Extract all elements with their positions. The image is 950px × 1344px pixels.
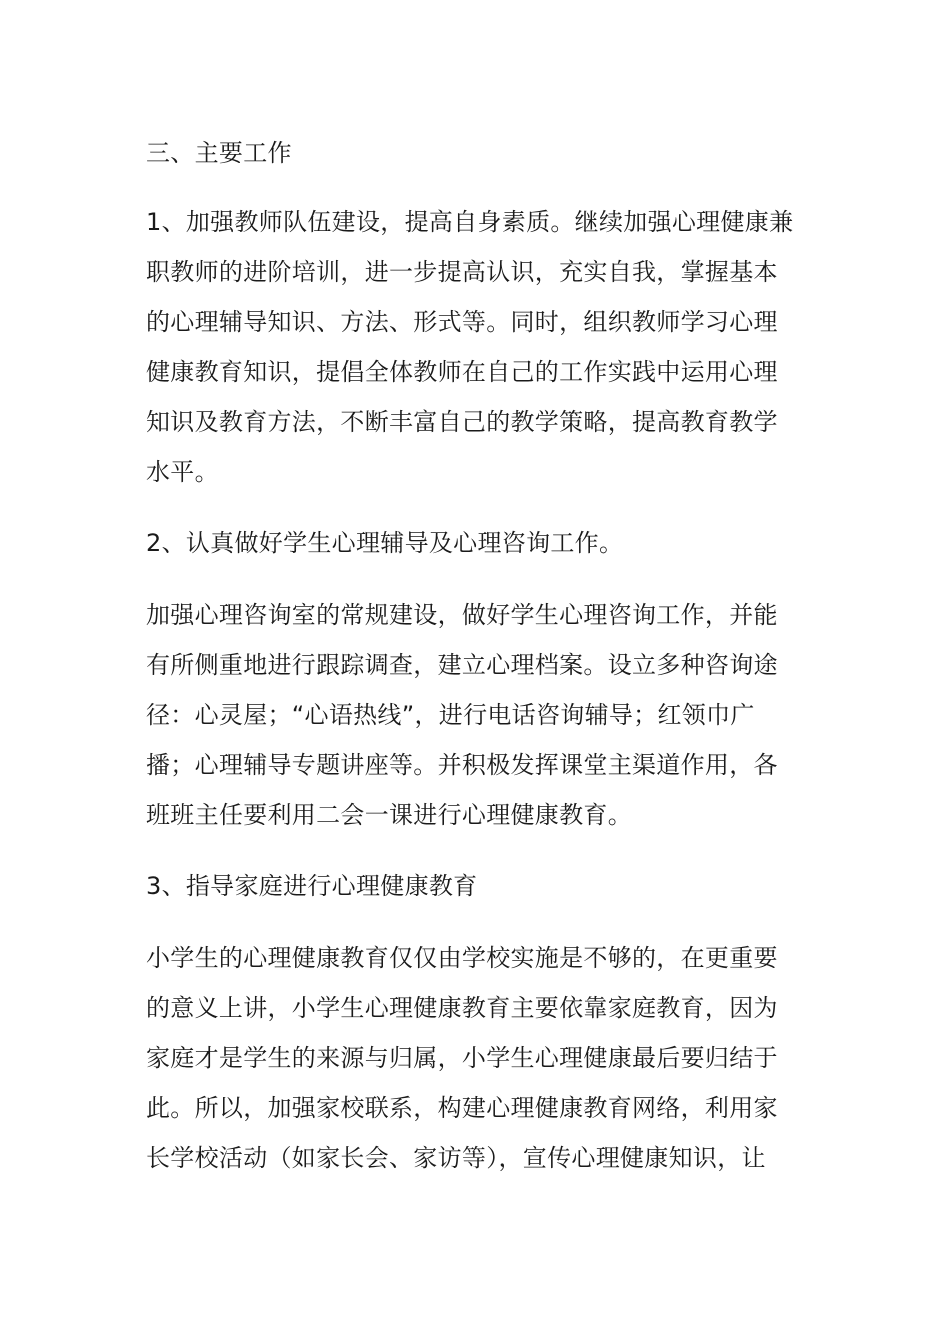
paragraph-line: 小学生的心理健康教育仅仅由学校实施是不够的，在更重要	[146, 944, 778, 972]
paragraph-line: 播；心理辅导专题讲座等。并积极发挥课堂主渠道作用，各	[146, 751, 778, 779]
paragraph-line: 长学校活动（如家长会、家访等），宣传心理健康知识，让	[146, 1144, 766, 1172]
paragraph-line: 家庭才是学生的来源与归属，小学生心理健康最后要归结于	[146, 1044, 778, 1072]
paragraph-line: 知识及教育方法，不断丰富自己的教学策略，提高教育教学	[146, 408, 778, 436]
paragraph-line: 水平。	[146, 458, 219, 486]
section-heading: 三、主要工作	[146, 139, 292, 167]
paragraph-line: 健康教育知识，提倡全体教师在自己的工作实践中运用心理	[146, 358, 778, 386]
paragraph-line: 1、加强教师队伍建设，提高自身素质。继续加强心理健康兼	[146, 208, 794, 236]
paragraph-line: 径：心灵屋；“心语热线”，进行电话咨询辅导；红领巾广	[146, 701, 755, 729]
paragraph-line: 2、认真做好学生心理辅导及心理咨询工作。	[146, 529, 624, 557]
paragraph-line: 职教师的进阶培训，进一步提高认识，充实自我，掌握基本	[146, 258, 778, 286]
paragraph-line: 加强心理咨询室的常规建设，做好学生心理咨询工作，并能	[146, 601, 778, 629]
paragraph-line: 的意义上讲，小学生心理健康教育主要依靠家庭教育，因为	[146, 994, 778, 1022]
paragraph-line: 班班主任要利用二会一课进行心理健康教育。	[146, 801, 632, 829]
paragraph-line: 的心理辅导知识、方法、形式等。同时，组织教师学习心理	[146, 308, 778, 336]
paragraph-line: 3、指导家庭进行心理健康教育	[146, 872, 478, 900]
paragraph-line: 此。所以，加强家校联系，构建心理健康教育网络，利用家	[146, 1094, 778, 1122]
paragraph-line: 有所侧重地进行跟踪调查，建立心理档案。设立多种咨询途	[146, 651, 778, 679]
